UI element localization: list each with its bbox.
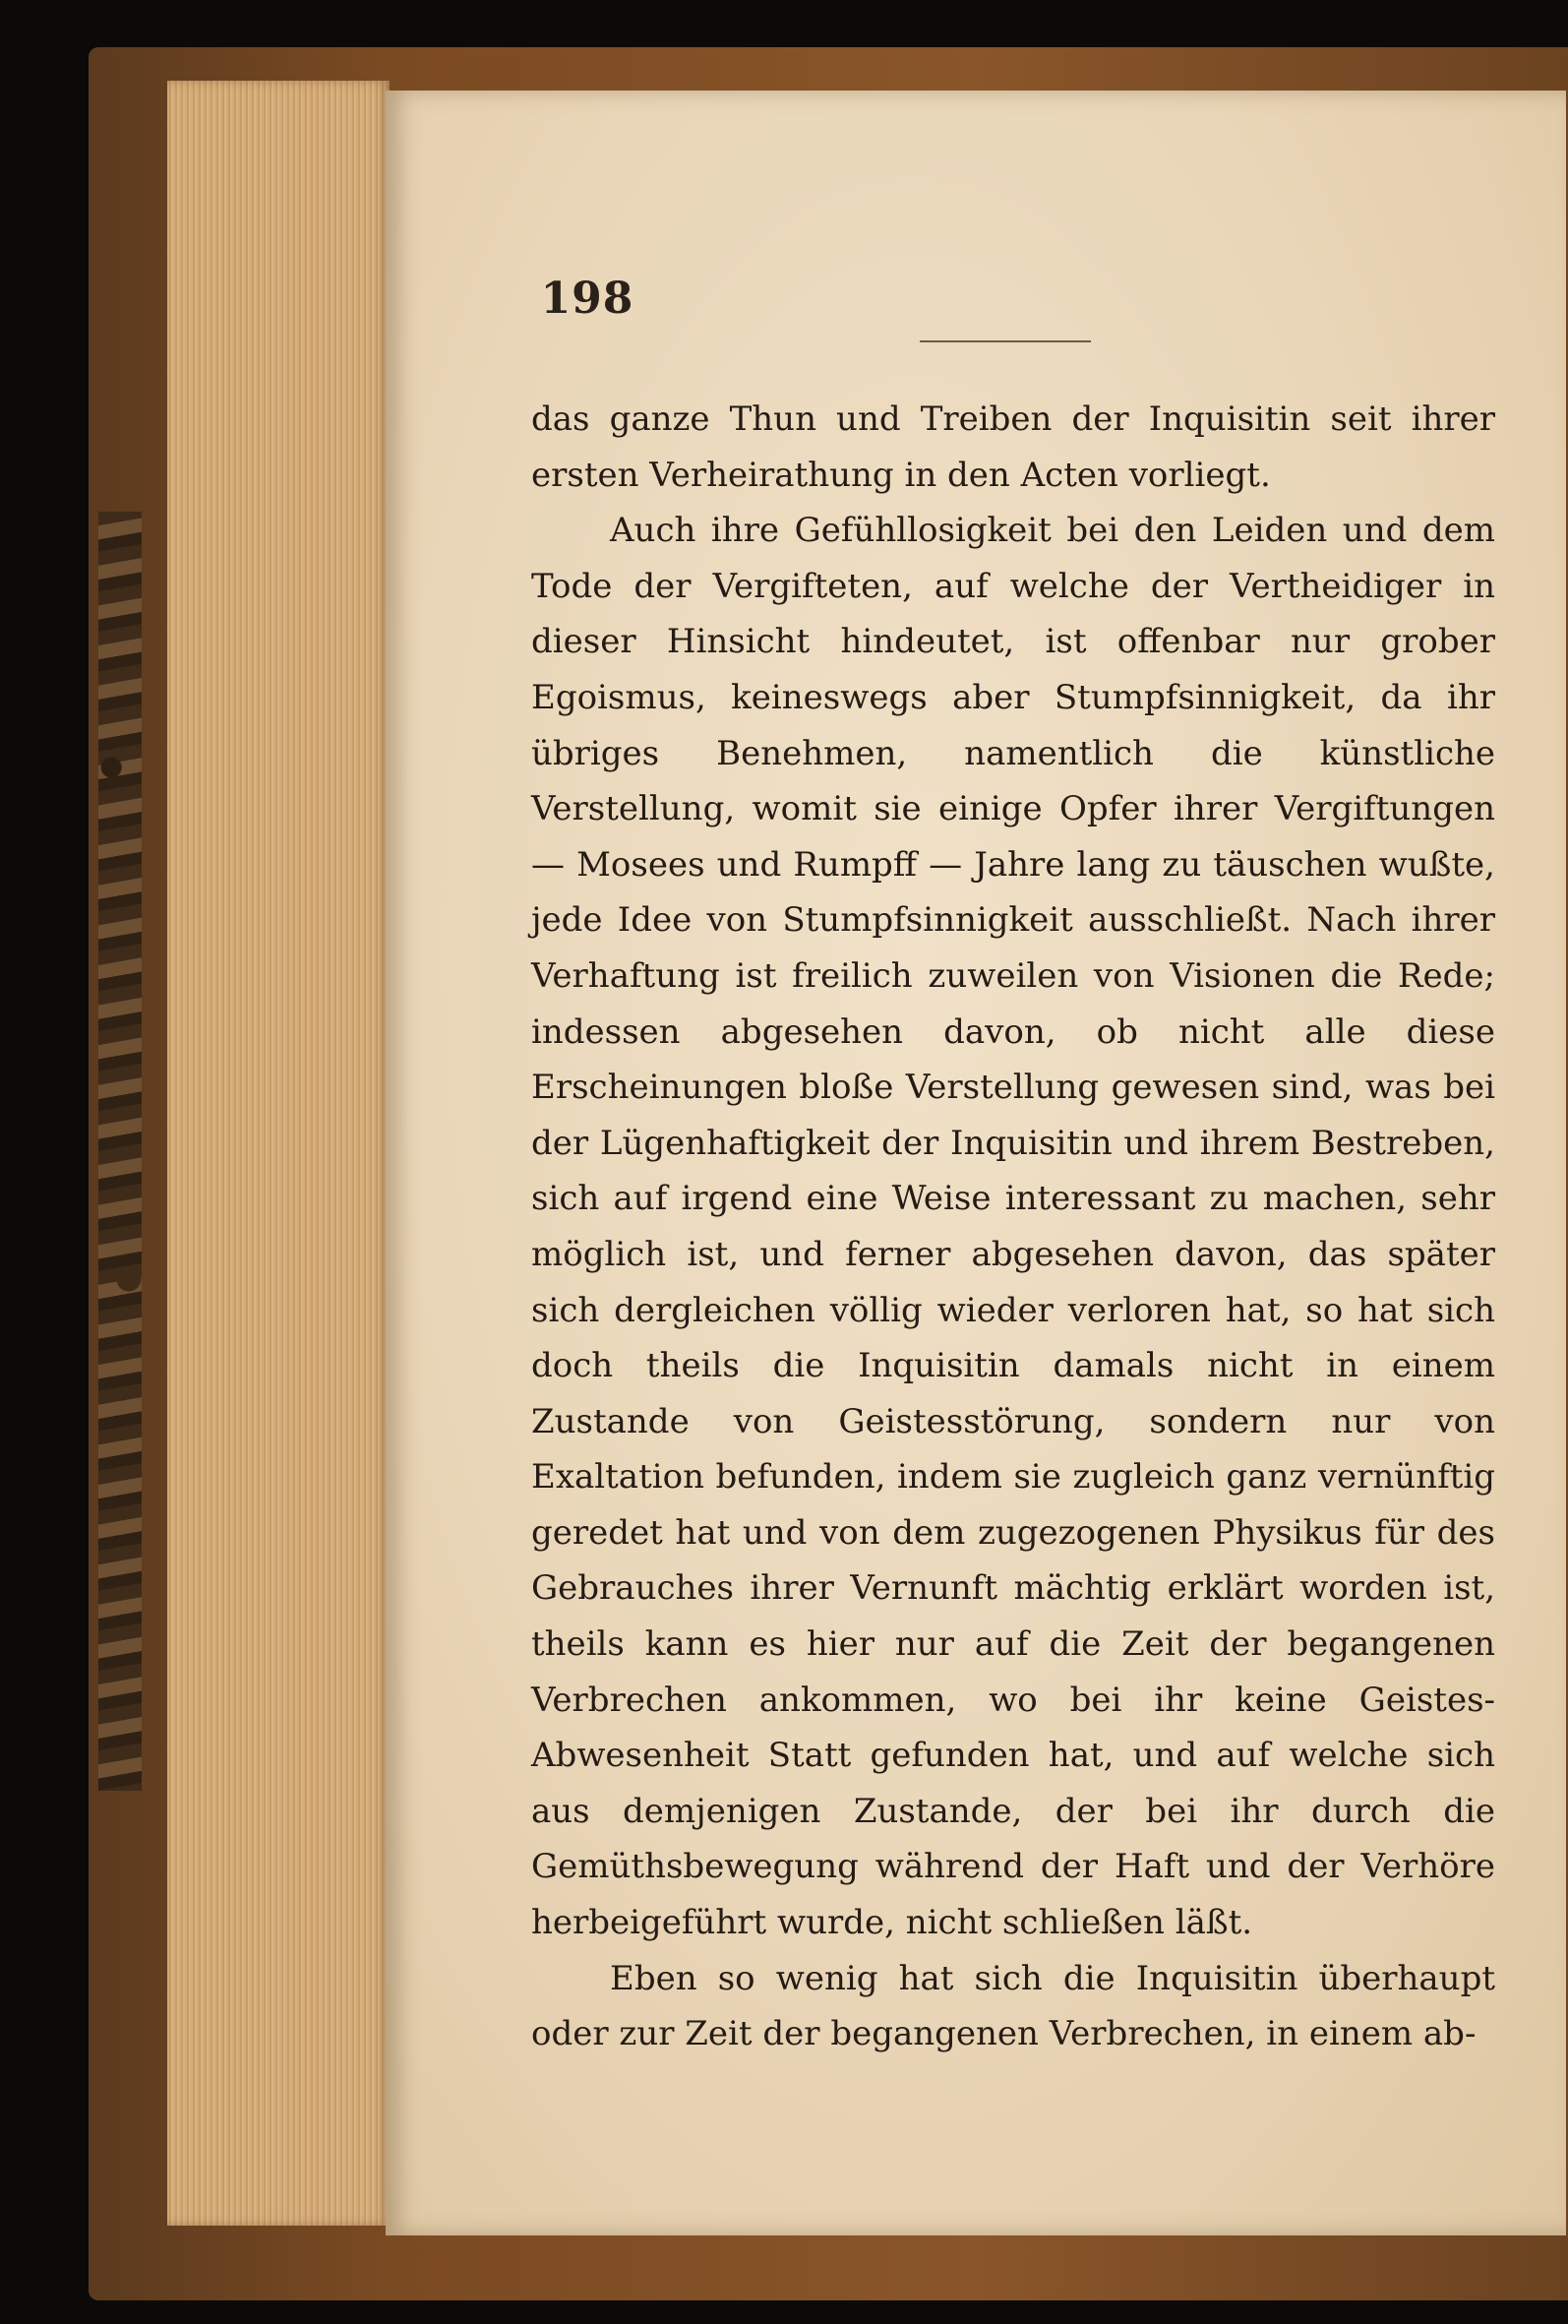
page-edges [167, 81, 390, 2226]
paragraph: Eben so wenig hat sich die Inquisitin überhaupt oder zur Zeit der begangenen Verbrechen, in einem ab- [531, 1958, 1495, 2054]
paragraph: Auch ihre Gefühllosigkeit bei den Leiden und dem Tode der Vergifteten, auf welche der Vertheidiger in dieser Hinsicht hindeutet, ist offenbar nur grober Egoismus, keineswegs aber Stumpfsinnigkeit, da ihr übriges Benehmen, namentlich die künstliche Verstellung, womit sie einige Opfer ihrer Vergiftungen — Mosees und Rumpff — Jahre lang zu täuschen wußte, jede Idee von Stumpfsinnigkeit ausschließt. Nach ihrer Verhaftung ist freilich zuweilen von Visionen die Rede; indessen abgesehen davon, ob nicht alle diese Erscheinungen bloße Verstellung gewesen sind, was bei der Lügenhaftigkeit der Inquisitin und ihrem Bestreben, sich auf irgend eine Weise interessant zu machen, sehr möglich ist, und ferner abgesehen davon, das später sich dergleichen völlig wieder verloren hat, so hat sich doch theils die Inquisitin damals nicht in einem Zustande von Geistesstörung, sondern nur von Exaltation befunden, indem sie zugleich ganz vernünftig geredet hat und von dem zugezogenen Physikus für des Gebrauches ihrer Vernunft mächtig erklärt worden ist, theils kann es hier nur auf die Zeit der begangenen Verbrechen ankommen, wo bei ihr keine Geistes-Abwesenheit Statt gefunden hat, und auf welche sich aus demjenigen Zustande, der bei ihr durch die Gemüthsbewegung während der Haft und der Verhöre herbeigeführt wurde, nicht schließen läßt. [531, 511, 1495, 1943]
page-number-rule [920, 340, 1091, 342]
page-text [531, 392, 1495, 2062]
paragraph-continuation: das ganze Thun und Treiben der Inquisitin seit ihrer ersten Verheirathung in den Acten vorliegt. [531, 399, 1495, 495]
page-number: 198 [540, 274, 634, 324]
marbled-cover-edge [98, 512, 142, 1791]
